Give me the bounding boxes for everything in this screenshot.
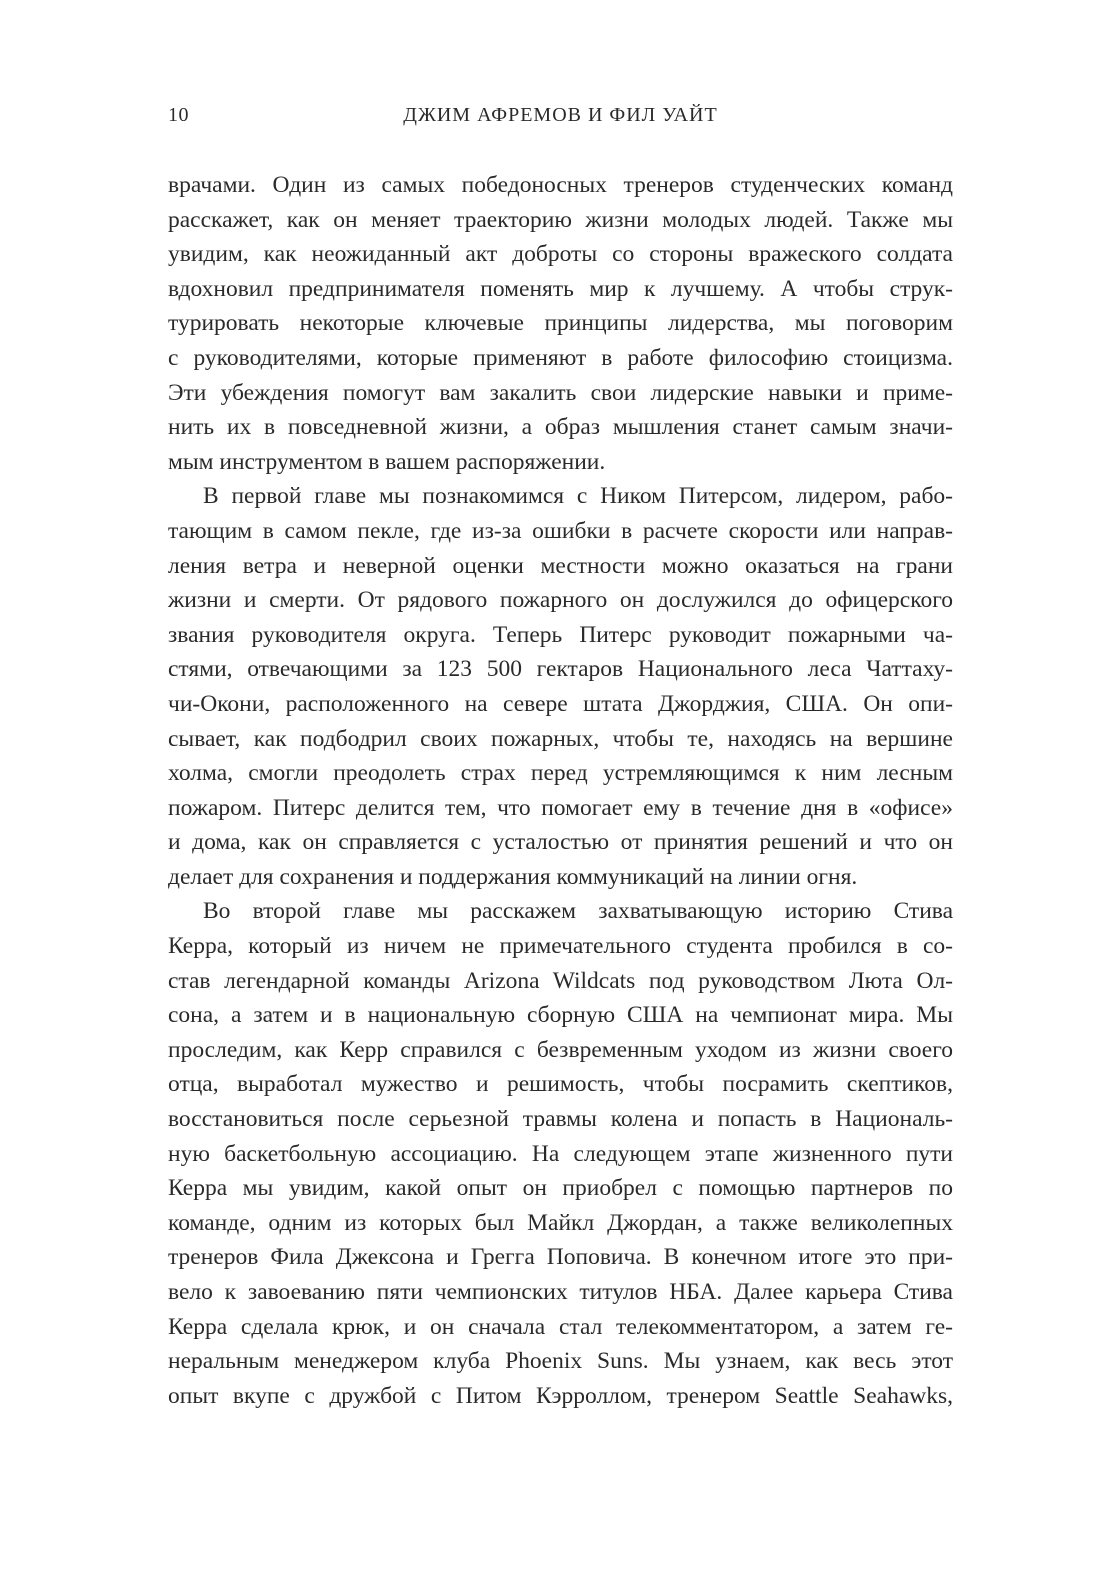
- text-line: вело к завоеванию пяти чемпионских титулов НБА. Далее карьера Стива: [168, 1279, 953, 1305]
- text-line: нить их в повседневной жизни, а образ мышления станет самым значи-: [168, 414, 953, 441]
- text-line: жизни и смерти. От рядового пожарного он дослужился до офицерского: [168, 587, 953, 614]
- text-line: делает для сохранения и поддержания коммуникаций на линии огня.: [168, 863, 858, 890]
- text-line: Керра сделала крюк, и он сначала стал телекомментатором, а затем ге-: [168, 1313, 953, 1340]
- text-line: тренеров Фила Джексона и Грегга Поповича. В конечном итоге это при-: [168, 1244, 953, 1271]
- running-head: [168, 104, 953, 134]
- text-line: с руководителями, которые применяют в работе философию стоицизма.: [168, 344, 953, 371]
- text-line: стями, отвечающими за 123 500 гектаров Национального леса Чаттаху-: [168, 656, 953, 683]
- paragraph: [168, 168, 953, 479]
- text-line: ную баскетбольную ассоциацию. На следующем этапе жизненного пути: [168, 1140, 953, 1167]
- text-line: став легендарной команды Arizona Wildcats под руководством Люта Ол-: [168, 967, 953, 994]
- text-line: турировать некоторые ключевые принципы лидерства, мы поговорим: [168, 310, 953, 337]
- text-line: увидим, как неожиданный акт доброты со стороны вражеского солдата: [168, 241, 953, 268]
- text-line: отца, выработал мужество и решимость, чтобы посрамить скептиков,: [168, 1071, 953, 1098]
- text-line: чи-Окони, расположенного на севере штата Джорджия, США. Он опи-: [168, 690, 953, 717]
- text-line: восстановиться после серьезной травмы колена и попасть в Националь-: [168, 1106, 953, 1133]
- text-line: В первой главе мы познакомимся с Ником Питерсом, лидером, рабо-: [203, 483, 953, 510]
- text-line: врачами. Один из самых победоносных тренеров студенческих команд: [168, 172, 953, 198]
- text-line: команде, одним из которых был Майкл Джордан, а также великолепных: [168, 1209, 953, 1236]
- text-line: тающим в самом пекле, где из-за ошибки в расчете скорости или направ-: [168, 517, 953, 544]
- text-line: Керра мы увидим, какой опыт он приобрел с помощью партнеров по: [168, 1175, 953, 1202]
- text-line: холма, смогли преодолеть страх перед устремляющимся к ним лесным: [168, 760, 953, 787]
- page-number: 10: [168, 104, 189, 126]
- body-text: [168, 168, 953, 1413]
- text-line: вдохновил предпринимателя поменять мир к лучшему. А чтобы струк-: [168, 275, 953, 302]
- running-title: ДЖИМ АФРЕМОВ И ФИЛ УАЙТ: [403, 104, 718, 126]
- text-line: неральным менеджером клуба Phoenix Suns. Мы узнаем, как весь этот: [168, 1348, 953, 1375]
- text-line: сывает, как подбодрил своих пожарных, чтобы те, находясь на вершине: [168, 725, 953, 752]
- text-line: Керра, который из ничем не примечательного студента пробился в со-: [168, 933, 953, 960]
- paragraph: [168, 479, 953, 894]
- text-line: ления ветра и неверной оценки местности можно оказаться на грани: [168, 552, 953, 579]
- text-line: Эти убеждения помогут вам закалить свои лидерские навыки и приме-: [168, 379, 953, 406]
- text-line: опыт вкупе с дружбой с Питом Кэрроллом, тренером Seattle Seahawks,: [168, 1382, 953, 1409]
- text-line: расскажет, как он меняет траекторию жизни молодых людей. Также мы: [168, 206, 953, 233]
- text-line: мым инструментом в вашем распоряжении.: [168, 448, 606, 475]
- paragraph: [168, 894, 953, 1413]
- text-line: звания руководителя округа. Теперь Питерс руководит пожарными ча-: [168, 621, 953, 648]
- text-line: и дома, как он справляется с усталостью от принятия решений и что он: [168, 829, 953, 856]
- text-line: сона, а затем и в национальную сборную США на чемпионат мира. Мы: [168, 1002, 953, 1029]
- text-line: проследим, как Керр справился с безвременным уходом из жизни своего: [168, 1036, 953, 1063]
- text-line: пожаром. Питерс делится тем, что помогает ему в течение дня в «офисе»: [168, 794, 953, 821]
- text-line: Во второй главе мы расскажем захватывающую историю Стива: [203, 898, 953, 925]
